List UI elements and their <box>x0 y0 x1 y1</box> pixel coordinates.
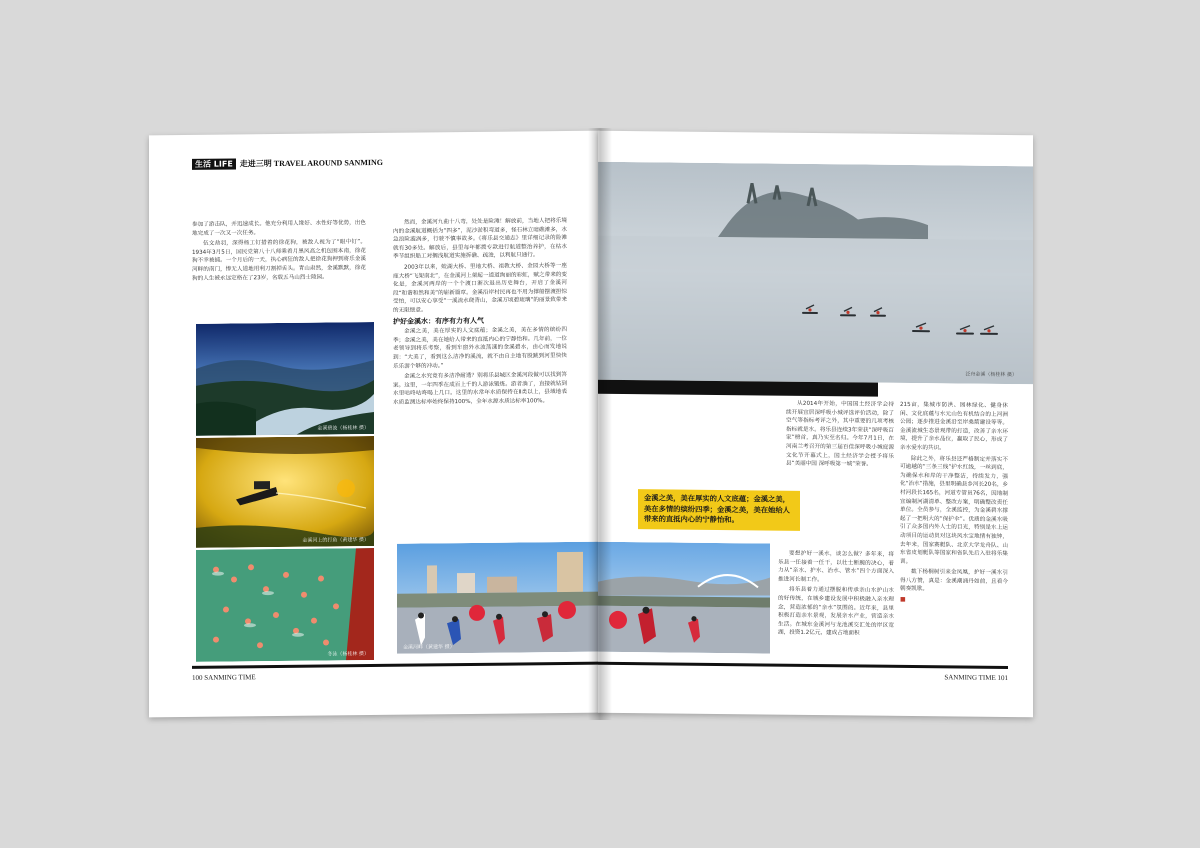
right-column-1b <box>778 550 894 641</box>
section-title: 走进三明 TRAVEL AROUND SANMING <box>239 157 383 169</box>
paragraph: 金溪之美，美在厚实的人文底蕴；金溪之美，美在多情的缤纷四季；金溪之美，美在她给人带来的直抵内心的宁静怡和。几年前，一位老领导到将乐考察，看到车窗外水波荡漾的金溪碧水，由心而发地说到：“大美了，看到这么洁净的溪流，就不由自主地有股跳到河里快快乐乐游个够的冲动。” <box>393 327 567 370</box>
riverside-taichi-photo-right <box>598 542 770 654</box>
golden-river-boat-photo <box>196 436 374 548</box>
bottom-rule <box>192 662 600 669</box>
paragraph: 将乐县着力通过摆脱和传承亲山水护山水的好传统，在城乡建设发展中积极融入亲水理念，营造浓郁的“亲水”氛围的。近年来，县里积极打造亲水景观，发展亲水产业，营造亲水生活。在城东金溪河与龙池溪交汇处的岸区宽湖，投资1.2亿元，建成占地面积 <box>778 587 894 637</box>
paragraph: 参加了游击队，并迅速成长。他充分利用人缘好、水性好等优势，出色地完成了一次又一次任务。 <box>192 220 366 237</box>
paragraph: 伍文劫羽，深得杨工钉措着的徐花狗，被敌人视为了“眼中钉”。1934年3月5日，国民党第八十八师乘着月黑风高之机包围本南，徐花狗不幸被捕。一个月后的一天，执心病狂的敌人把徐花狗押到将乐金溪河畔的南门，惨无人道地用利刀割掉舌头。青山肃然，金溪默默，徐花狗的人生被永远定格在了23岁，名载五马山烈士陵园。 <box>192 239 366 282</box>
paragraph: 2003年以来，蛟湖大桥、里地大桥、祖教大桥、金园大桥等一座座大桥“飞架南北”，在金溪河上架起一道道绚丽的彩虹，赋之带来的变化是，金溪河两岸的一个个渡口渐次退出历史舞台，开启了金溪河段“和谐和然和美”的崭新篇章。金溪沿岸村民再也不用为撑船摆渡担惊受怕，可以安心享受“一溪流水绕青山，金溪万顷碧琉璃”的丽景致带来的无限惬意。 <box>393 262 567 314</box>
left-column-2 <box>393 217 567 409</box>
photo-caption: 金溪河畔（黄建华 摄） <box>403 644 455 651</box>
photo-caption: 泛舟金溪（杨桂林 摄） <box>965 371 1017 379</box>
right-column-1a <box>786 400 894 472</box>
photo-caption: 冬泳（杨桂林 摄） <box>327 651 369 658</box>
paragraph: 从2014年开始，中国国土经济学会持续开展宜居深呼吸小城评选评价活动，除了空气等指标考评之外，其中重要的几项考核指标就是水。将乐县连续3年荣获“深呼吸百家”榜首，真乃实至名归。今年7月1日，在河南兰考召开的第三届百佳深呼吸小城庭源文化节开幕式上，国土经济学会授予将乐县“美丽中国 深呼吸第一城”荣誉。 <box>786 400 894 468</box>
subheading: 护好金溪水：有序有力有人气 <box>393 316 484 326</box>
left-page <box>149 131 600 718</box>
right-column-2 <box>900 401 1008 606</box>
paragraph: 截下杨桐树引来金凤凰，护好一溪水引得八方赞，真是：金溪潮涌丹如前，且看今朝奏凯歌。 <box>900 569 1008 593</box>
pull-quote: 金溪之美，美在厚实的人文底蕴；金溪之美，美在多情的缤纷四季；金溪之美，美在她给人带来的直抵内心的宁静怡和。 <box>638 489 800 530</box>
page-folio: 100 SANMING TIME <box>192 673 256 682</box>
paragraph: 215亩，集城市防洪、园林绿化、健身休闲、文化底蕴与水元山色有机结合的上河洲公园；逐步推进金溪沿至岸桑箭建设等等。金溪流城生态景观带的打造，改善了亲水环境，提升了亲水品位，赢取了民心，形成了亲水爱水的共识。 <box>900 401 1008 452</box>
photo-caption: 金溪碧波（杨桂林 摄） <box>317 425 369 432</box>
page-folio: SANMING TIME 101 <box>944 673 1008 683</box>
section-badge: 生活 LIFE <box>192 158 236 169</box>
bottom-rule <box>598 662 1008 669</box>
black-accent-bar <box>598 380 878 397</box>
paragraph: 除此之外，将乐县还严格制定并落实不可逾越的“三条三线”护水红线，一丝到底，为确保水和岸的干净整洁，持续发力，强化“治水”措施，县里明确县乡河长20名，乡村河段长165名，河道专管员76名，因地制宜编制河湖清单、整改方案，明确整改责任单位。全员参与，全溪监控，为金溪碧水撑起了一把明大的“保护伞”。优质的金溪水吸引了众多国内外人士的目光，特别是水上运动项目的运动员对这块风水宝地情有独钟，去年来，国家赛艇队、北京大学龙舟队、山东省皮划艇队等国家和省队先后入驻将乐集训。 <box>900 455 1009 565</box>
misty-lake-kayak-photo <box>598 162 1033 385</box>
paragraph: 要想护好一溪水，谈怎么做？多年来，将乐县一任接着一任干，以壮士断腕的决心，着力从“亲水、护水、治水、管水”四个方面深入推进河长制工作。 <box>778 550 894 583</box>
winter-swimmers-photo <box>196 548 374 662</box>
paragraph: 金溪之水究竟有多洁净耐透？别将乐县城区金溪河段做可以找到答案。这里，一年四季在成百上千的人游泳锻炼。游者淌了，直接就钻到水里咕咚咕咚喝上几口。这里的水常年水质保持在Ⅱ类以上，县域地表水质监测达标率始终保持100%，全年水源水质达标率100%。 <box>393 372 567 406</box>
river-valley-photo <box>196 322 374 436</box>
right-page <box>598 131 1033 718</box>
photo-caption: 金溪河上的打鱼（黄建华 摄） <box>302 537 369 544</box>
riverside-taichi-photo-left <box>397 542 600 654</box>
paragraph: 然而，金溪河九曲十八弯，处处是险滩！解放前，当地人把将乐境内的金溪航道概括为“四多”，泥沙淤积弯道多，怪石林立暗礁滩多，水急浪险漩涡多，行驶不慎事故多。《将乐县交通志》里详细记录的险滩就有30多处。解放后，县里每年都拨专款进行航道整治养护，在枯水季节组织船工对搁浅航道实施拆礁、疏浚，以利航只通行。 <box>393 217 567 261</box>
section-header <box>192 157 383 170</box>
left-column-1 <box>192 219 366 285</box>
end-mark: ■ <box>900 595 906 604</box>
